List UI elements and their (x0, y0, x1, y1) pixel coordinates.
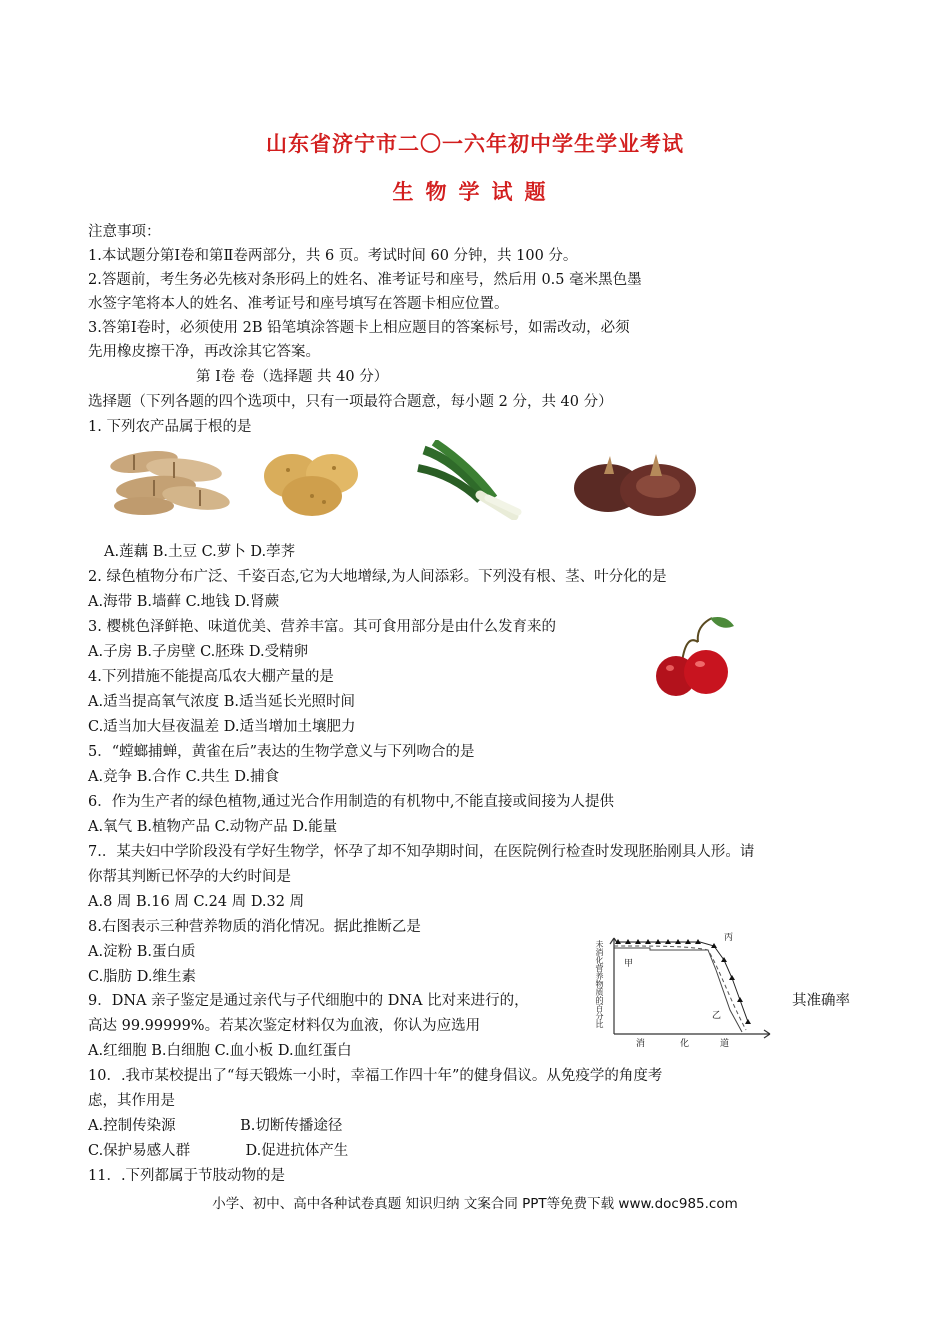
notes-heading: 注意事项： (88, 224, 161, 240)
question-1: 1. 下列农产品属于根的是 (88, 419, 252, 435)
question-9a: 9．DNA 亲子鉴定是通过亲代与子代细胞中的 DNA 比对来进行的， (88, 993, 529, 1009)
question-9a-end: 其准确率 (792, 993, 850, 1009)
section-part: 第 Ⅰ卷 卷（选择题 共 40 分） (196, 369, 389, 385)
question-7a: 7.．某夫妇中学阶段没有学好生物学，怀孕了却不知孕期时间，在医院例行检查时发现胚胎刚具人形。请 (88, 844, 755, 860)
question-8-options-1: A.淀粉 B.蛋白质 (88, 944, 196, 960)
graph-x3: 道 (720, 1039, 730, 1049)
graph-x2: 化 (680, 1039, 690, 1049)
graph-x1: 消 (636, 1039, 646, 1049)
exam-subtitle: 生物学试题 (392, 180, 558, 204)
note-2a: 2.答题前，考生务必先核对条形码上的姓名、准考证号和座号，然后用 0.5 毫米黑色墨 (88, 272, 642, 288)
graph-ylabel: 未消化营养物质的百分比 (595, 940, 604, 1028)
question-10b: 虑，其作用是 (88, 1093, 175, 1109)
note-2b: 水签字笔将本人的姓名、准考证号和座号填写在答题卡相应位置。 (88, 296, 509, 312)
question-11: 11．.下列都属于节肢动物的是 (88, 1168, 286, 1184)
footer-text[interactable]: 小学、初中、高中各种试卷真题 知识归纳 文案合同 PPT等免费下载 www.doc985.com (212, 1196, 738, 1212)
water-chestnut-image (570, 446, 700, 518)
question-2: 2. 绿色植物分布广泛、千姿百态,它为大地增绿,为人间添彩。下列没有根、茎、叶分化的是 (88, 569, 667, 585)
graph-label-c: 丙 (724, 933, 734, 943)
question-1-options: A.莲藕 B.土豆 C.萝卜 D.荸荠 (104, 544, 296, 560)
note-3b: 先用橡皮擦干净，再改涂其它答案。 (88, 344, 320, 360)
question-8: 8.右图表示三种营养物质的消化情况。据此推断乙是 (88, 919, 421, 935)
question-9-options: A.红细胞 B.白细胞 C.血小板 D.血红蛋白 (88, 1043, 352, 1059)
question-7b: 你帮其判断已怀孕的大约时间是 (88, 869, 291, 885)
cherry-image (652, 612, 736, 700)
question-8-options-2: C.脂肪 D.维生素 (88, 969, 197, 985)
question-6: 6．作为生产者的绿色植物,通过光合作用制造的有机物中,不能直接或间接为人提供 (88, 794, 614, 810)
question-3: 3. 樱桃色泽鲜艳、味道优美、营养丰富。其可食用部分是由什么发育来的 (88, 619, 556, 635)
digestion-graph (590, 930, 772, 1050)
graph-label-a: 甲 (624, 959, 634, 969)
question-2-options: A.海带 B.墙藓 C.地钱 D.肾蕨 (88, 594, 280, 610)
question-6-options: A.氧气 B.植物产品 C.动物产品 D.能量 (88, 819, 338, 835)
question-9b: 高达 99.99999%。若某次鉴定材料仅为血液，你认为应选用 (88, 1018, 481, 1034)
section-instructions: 选择题（下列各题的四个选项中，只有一项最符合题意，每小题 2 分，共 40 分） (88, 394, 613, 410)
graph-label-b: 乙 (712, 1011, 722, 1021)
question-4-options-2: C.适当加大昼夜温差 D.适当增加土壤肥力 (88, 719, 356, 735)
question-3-options: A.子房 B.子房壁 C.胚珠 D.受精卵 (88, 644, 309, 660)
question-4: 4.下列措施不能提高瓜农大棚产量的是 (88, 669, 334, 685)
note-3a: 3.答第Ⅰ卷时，必须使用 2B 铅笔填涂答题卡上相应题目的答案标号，如需改动，必须 (88, 320, 630, 336)
question-10-options-1: A.控制传染源 B.切断传播途径 (88, 1118, 343, 1134)
question-10a: 10．.我市某校提出了“每天锻炼一小时，幸福工作四十年”的健身倡议。从免疫学的角度考 (88, 1068, 663, 1084)
question-10-options-2: C.保护易感人群 D.促进抗体产生 (88, 1143, 349, 1159)
question-5: 5．“螳螂捕蝉，黄雀在后”表达的生物学意义与下列吻合的是 (88, 744, 475, 760)
question-4-options-1: A.适当提高氧气浓度 B.适当延长光照时间 (88, 694, 355, 710)
note-1: 1.本试题分第Ⅰ卷和第Ⅱ卷两部分，共 6 页。考试时间 60 分钟，共 100 分。 (88, 248, 578, 264)
question-5-options: A.竞争 B.合作 C.共生 D.捕食 (88, 769, 280, 785)
lotus-root-image (104, 440, 234, 522)
radish-image (414, 440, 524, 520)
exam-title: 山东省济宁市二〇一六年初中学生学业考试 (266, 132, 684, 156)
potato-image (258, 448, 368, 518)
question-7-options: A.8 周 B.16 周 C.24 周 D.32 周 (88, 894, 305, 910)
